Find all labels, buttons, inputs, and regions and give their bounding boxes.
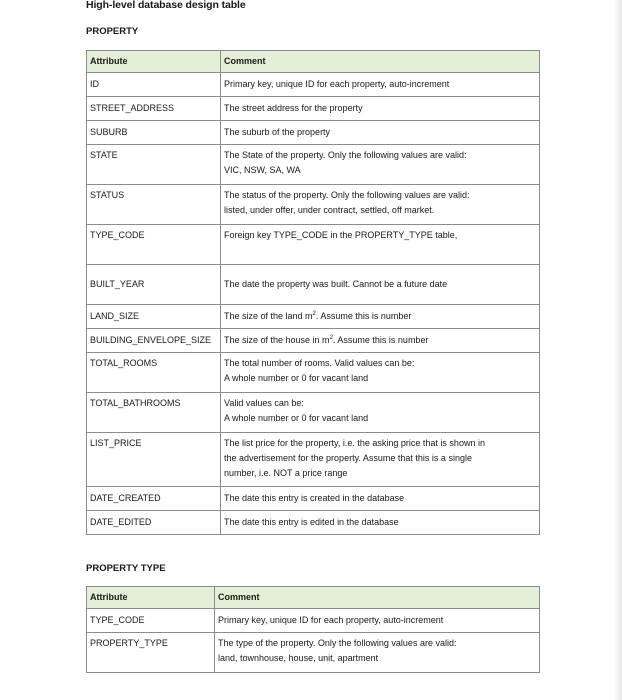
property-table-header xyxy=(87,51,540,73)
comment-cell: The suburb of the property xyxy=(221,121,540,145)
attribute-cell: STREET_ADDRESS xyxy=(87,97,221,121)
page-edge-shadow xyxy=(614,0,622,700)
attribute-cell: BUILT_YEAR xyxy=(87,265,221,305)
comment-cell xyxy=(221,305,540,329)
comment-cell: The date this entry is created in the database xyxy=(221,487,540,511)
comment-line: Valid values can be: xyxy=(224,398,304,408)
attribute-cell: STATE xyxy=(87,145,221,185)
comment-cell: The date this entry is edited in the database xyxy=(221,511,540,535)
table-row xyxy=(87,73,540,97)
comment-line: A whole number or 0 for vacant land xyxy=(224,413,369,423)
attribute-cell: LAND_SIZE xyxy=(87,305,221,329)
comment-text: . Assume this is number xyxy=(315,311,412,321)
attribute-header: Attribute xyxy=(87,51,221,73)
attribute-cell: SUBURB xyxy=(87,121,221,145)
comment-line: The list price for the property, i.e. the asking price that is shown in xyxy=(224,438,485,448)
comment-cell: Primary key, unique ID for each property, auto-increment xyxy=(221,73,540,97)
attribute-cell: ID xyxy=(87,73,221,97)
comment-cell xyxy=(221,353,540,393)
comment-text: . Assume this is number xyxy=(332,335,429,345)
comment-header: Comment xyxy=(221,51,540,73)
comment-text: The size of the land m xyxy=(224,311,313,321)
comment-cell xyxy=(221,329,540,353)
comment-cell xyxy=(221,393,540,433)
comment-cell: The date the property was built. Cannot be a future date xyxy=(221,265,540,305)
comment-line: The status of the property. Only the following values are valid: xyxy=(224,190,470,200)
attribute-header: Attribute xyxy=(87,587,215,609)
document-title: High-level database design table xyxy=(86,0,246,11)
table-row xyxy=(87,511,540,535)
table-row xyxy=(87,121,540,145)
comment-text: The size of the house in m xyxy=(224,335,330,345)
comment-line: the advertisement for the property. Assume that this is a single xyxy=(224,453,472,463)
comment-cell xyxy=(221,185,540,225)
table-row xyxy=(87,433,540,487)
property-type-table xyxy=(86,586,540,673)
comment-cell: The street address for the property xyxy=(221,97,540,121)
comment-line: The State of the property. Only the following values are valid: xyxy=(224,150,467,160)
comment-line: number, i.e. NOT a price range xyxy=(224,468,348,478)
table-row xyxy=(87,225,540,265)
comment-cell: Primary key, unique ID for each property, auto-increment xyxy=(215,609,540,633)
table-row xyxy=(87,487,540,511)
table-row xyxy=(87,353,540,393)
property-type-table-header xyxy=(87,587,540,609)
superscript: 2 xyxy=(312,311,316,317)
comment-line: VIC, NSW, SA, WA xyxy=(224,165,301,175)
property-type-section-title: PROPERTY TYPE xyxy=(86,563,166,574)
table-row xyxy=(87,185,540,225)
comment-line: land, townhouse, house, unit, apartment xyxy=(218,653,379,663)
comment-line: The total number of rooms. Valid values can be: xyxy=(224,358,415,368)
table-row xyxy=(87,393,540,433)
attribute-cell: LIST_PRICE xyxy=(87,433,221,487)
comment-cell xyxy=(221,145,540,185)
comment-cell xyxy=(215,633,540,673)
attribute-cell: TYPE_CODE xyxy=(87,225,221,265)
comment-line: A whole number or 0 for vacant land xyxy=(224,373,369,383)
comment-cell: Foreign key TYPE_CODE in the PROPERTY_TYPE table, xyxy=(221,225,540,265)
attribute-cell: TOTAL_ROOMS xyxy=(87,353,221,393)
table-row xyxy=(87,633,540,673)
table-row xyxy=(87,329,540,353)
property-table xyxy=(86,50,540,535)
comment-header: Comment xyxy=(215,587,540,609)
attribute-cell: STATUS xyxy=(87,185,221,225)
table-row xyxy=(87,145,540,185)
comment-line: The type of the property. Only the following values are valid: xyxy=(218,638,457,648)
table-row xyxy=(87,97,540,121)
table-row xyxy=(87,305,540,329)
table-row xyxy=(87,265,540,305)
superscript: 2 xyxy=(329,335,333,341)
attribute-cell: TYPE_CODE xyxy=(87,609,215,633)
attribute-cell: DATE_CREATED xyxy=(87,487,221,511)
comment-line: listed, under offer, under contract, settled, off market. xyxy=(224,205,435,215)
attribute-cell: TOTAL_BATHROOMS xyxy=(87,393,221,433)
attribute-cell: PROPERTY_TYPE xyxy=(87,633,215,673)
attribute-cell: BUILDING_ENVELOPE_SIZE xyxy=(87,329,221,353)
comment-cell xyxy=(221,433,540,487)
table-row xyxy=(87,609,540,633)
attribute-cell: DATE_EDITED xyxy=(87,511,221,535)
property-section-title: PROPERTY xyxy=(86,26,139,37)
